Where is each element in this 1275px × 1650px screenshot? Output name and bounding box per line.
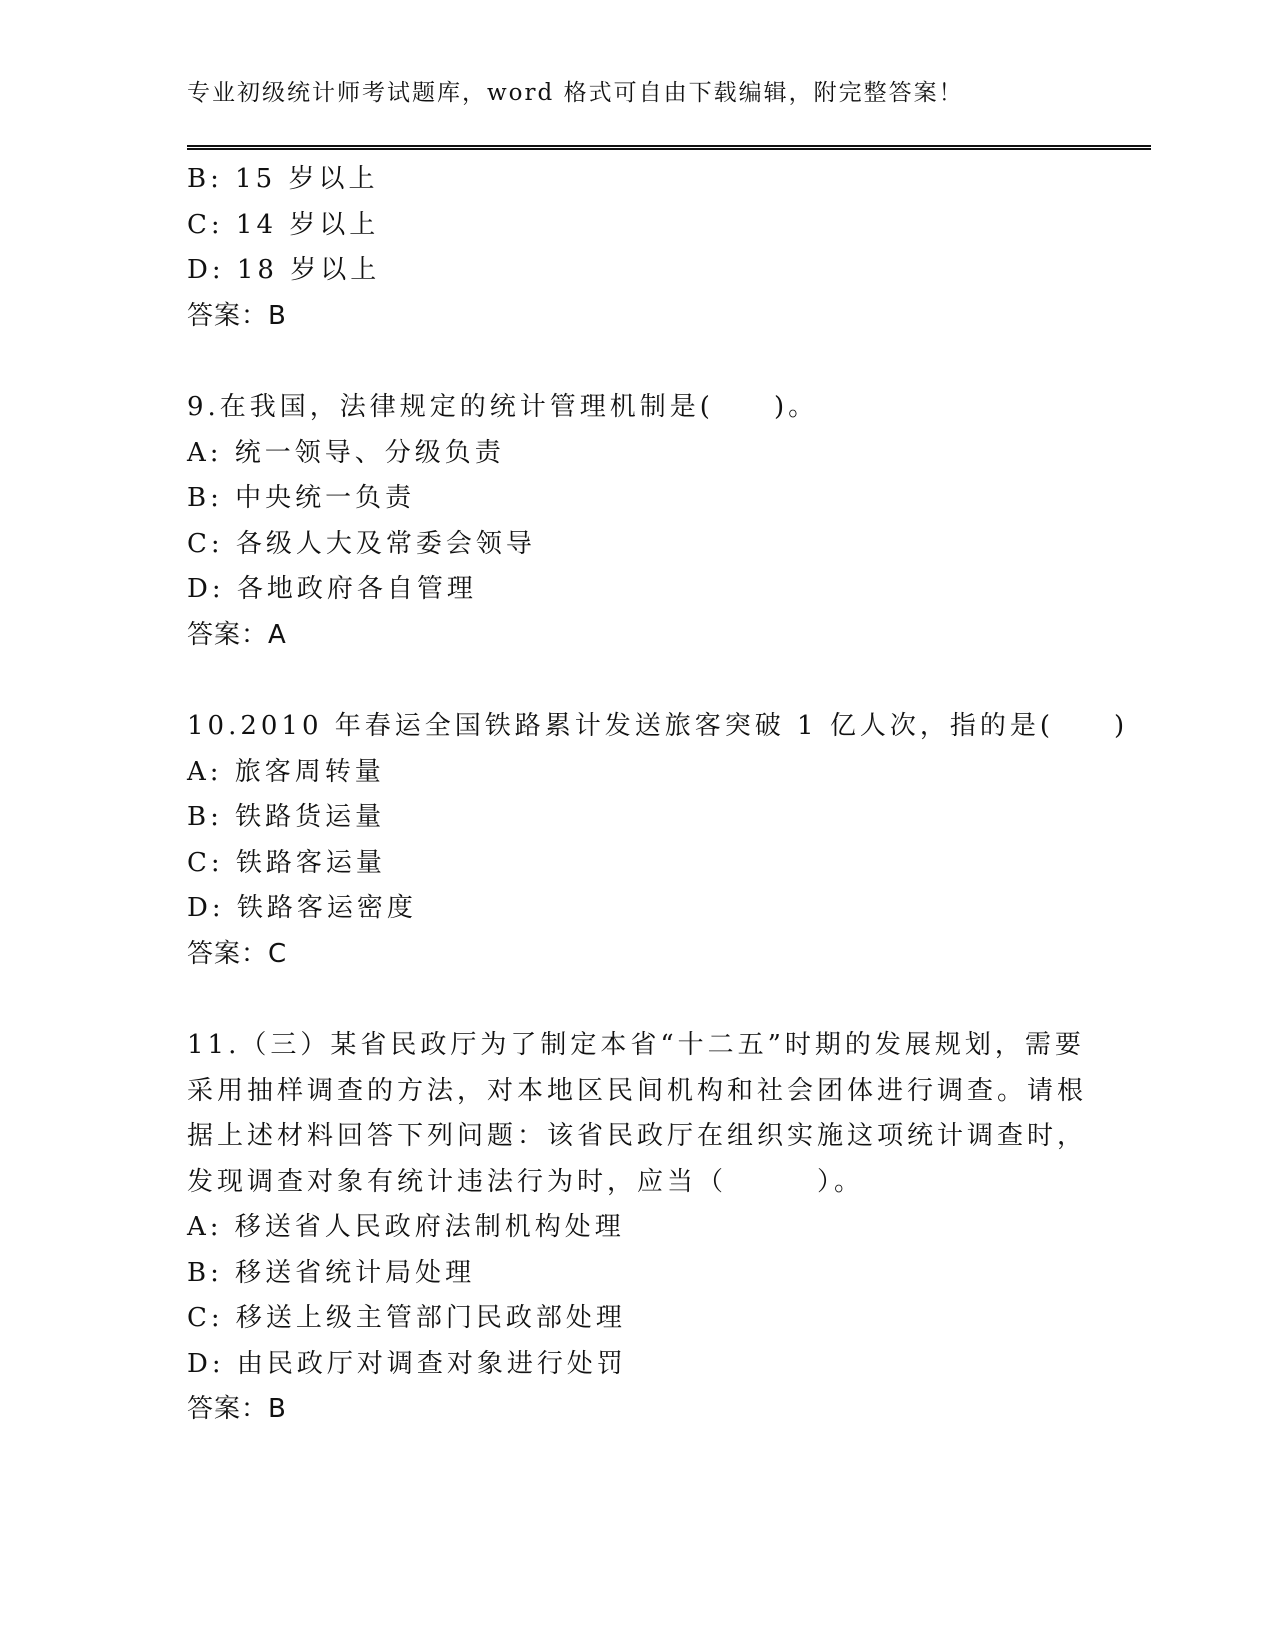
page-header: 专业初级统计师考试题库，word 格式可自由下载编辑，附完整答案！: [187, 80, 964, 106]
option-b: B: 铁路货运量: [187, 802, 386, 832]
option-b: B: 移送省统计局处理: [187, 1257, 476, 1288]
question-11: [187, 1023, 1127, 1433]
question-9: [187, 385, 1127, 658]
spacer: [187, 658, 1127, 704]
option-c: C: 移送上级主管部门民政部处理: [187, 1303, 626, 1333]
option-a: A: 移送省人民政府法制机构处理: [187, 1212, 625, 1242]
spacer: [187, 977, 1127, 1023]
option-c: C: 铁路客运量: [187, 847, 386, 878]
option-d: D: 铁路客运密度: [187, 893, 417, 923]
answer: 答案：A: [187, 619, 287, 650]
question-list: [187, 157, 1127, 1433]
question-stem-line: 采用抽样调查的方法，对本地区民间机构和社会团体进行调查。请根: [187, 1075, 1088, 1106]
question-stem: 9.在我国，法律规定的统计管理机制是( )。: [187, 392, 819, 422]
option-d: D: 18 岁以上: [187, 255, 381, 285]
header-divider: [187, 145, 1151, 150]
spacer: [187, 339, 1127, 385]
question-stem-line: 发现调查对象有统计违法行为时，应当（ ）。: [187, 1166, 865, 1197]
question-stem-line: 11.（三）某省民政厅为了制定本省“十二五”时期的发展规划，需要: [187, 1030, 1085, 1060]
question-8-tail: [187, 157, 1127, 339]
option-a: A: 统一领导、分级负责: [187, 437, 505, 468]
option-d: D: 各地政府各自管理: [187, 574, 477, 604]
answer: 答案：B: [187, 1394, 287, 1424]
question-stem-line: 据上述材料回答下列问题：该省民政厅在组织实施这项统计调查时，: [187, 1121, 1088, 1151]
question-stem: 10.2010 年春运全国铁路累计发送旅客突破 1 亿人次，指的是( ): [187, 711, 1129, 741]
answer: 答案：C: [187, 938, 288, 969]
option-c: C: 各级人大及常委会领导: [187, 528, 536, 559]
option-d: D: 由民政厅对调查对象进行处罚: [187, 1348, 627, 1379]
question-10: [187, 704, 1127, 977]
option-b: B: 中央统一负责: [187, 483, 416, 513]
option-a: A: 旅客周转量: [187, 756, 385, 787]
option-b: B: 15 岁以上: [187, 164, 379, 194]
answer: 答案：B: [187, 300, 287, 331]
option-c: C: 14 岁以上: [187, 209, 380, 240]
